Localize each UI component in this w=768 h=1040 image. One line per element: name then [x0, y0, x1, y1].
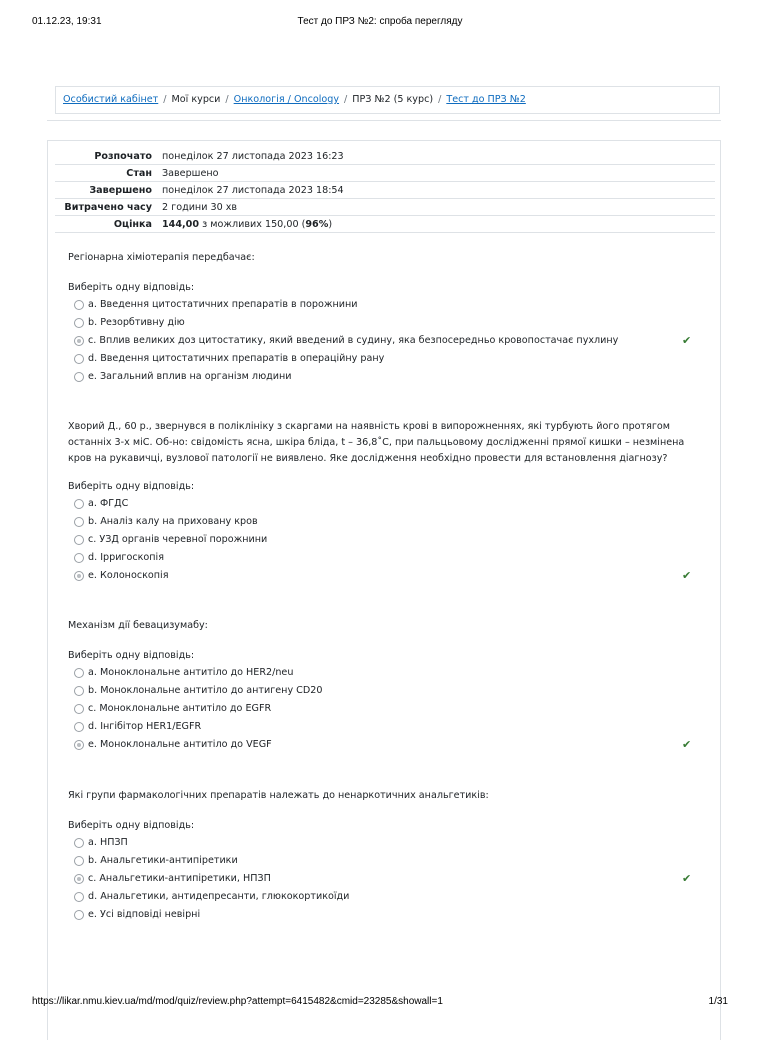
print-footer: [32, 996, 728, 1010]
answer-option-selected[interactable]: [68, 567, 708, 585]
summary-row: [55, 182, 715, 199]
check-icon: ✔: [682, 738, 692, 751]
breadcrumb-my-courses: Мої курси: [171, 94, 221, 105]
radio-icon[interactable]: [74, 372, 84, 382]
print-page-number: 1/31: [708, 996, 728, 1007]
option-label: c. Вплив великих доз цитостатику, який введений в судину, яка безпосередньо кровопостачає пухлину: [88, 335, 619, 346]
grade-percent: 96%: [305, 218, 329, 230]
grade-close: ): [328, 218, 333, 230]
answer-option[interactable]: [68, 852, 708, 870]
answer-option[interactable]: [68, 513, 708, 531]
summary-value: 2 години 30 хв: [157, 199, 715, 216]
answer-option[interactable]: [68, 718, 708, 736]
option-label: e. Моноклональне антитіло до VEGF: [88, 739, 272, 750]
summary-row-grade: [55, 216, 715, 233]
print-title: Тест до ПРЗ №2: спроба перегляду: [297, 16, 463, 27]
option-label: d. Інгібітор HER1/EGFR: [88, 721, 202, 732]
answer-option[interactable]: [68, 531, 708, 549]
question-text: Регіонарна хіміотерапія передбачає:: [68, 252, 255, 263]
answer-option[interactable]: [68, 906, 708, 924]
summary-row: [55, 165, 715, 182]
breadcrumb-separator: /: [438, 94, 442, 105]
print-header: [32, 16, 728, 30]
option-label: c. Моноклональне антитіло до EGFR: [88, 703, 272, 714]
answer-option-selected[interactable]: [68, 332, 708, 350]
radio-icon[interactable]: [74, 874, 84, 884]
radio-icon[interactable]: [74, 910, 84, 920]
option-label: d. Ірригоскопія: [88, 552, 164, 563]
question-text: Хворий Д., 60 р., звернувся в поліклініку з скаргами на наявність крові в випорожненнях, які турбують його протягом останніх 3-х міС. Об-но: свідомість ясна, шкіра бліда, t – 36,8˚С, при пальцьовому дослідженні прямої кишки – незмінена кров на рукавичці, вузлової патології не виявлено. Яке дослідження необхідно провести для встановлення діагнозу?: [68, 421, 685, 464]
question-4: [68, 788, 708, 924]
answer-prompt: Виберіть одну відповідь:: [68, 282, 195, 293]
question-2: [68, 419, 708, 585]
answer-option[interactable]: [68, 700, 708, 718]
answer-option-selected[interactable]: [68, 870, 708, 888]
answer-prompt: Виберіть одну відповідь:: [68, 650, 195, 661]
question-text: Механізм дії бевацизумабу:: [68, 620, 208, 631]
radio-icon[interactable]: [74, 354, 84, 364]
answer-prompt: Виберіть одну відповідь:: [68, 820, 195, 831]
option-label: c. Анальгетики-антипіретики, НПЗП: [88, 873, 271, 884]
option-label: a. Введення цитостатичних препаратів в порожнини: [88, 299, 358, 310]
radio-icon[interactable]: [74, 740, 84, 750]
summary-label: Розпочато: [94, 150, 152, 162]
radio-icon[interactable]: [74, 704, 84, 714]
answer-option[interactable]: [68, 549, 708, 567]
answer-option[interactable]: [68, 296, 708, 314]
check-icon: ✔: [682, 569, 692, 582]
radio-icon[interactable]: [74, 892, 84, 902]
summary-value: понеділок 27 листопада 2023 18:54: [157, 182, 715, 199]
answer-option[interactable]: [68, 368, 708, 386]
radio-icon[interactable]: [74, 499, 84, 509]
option-label: d. Анальгетики, антидепресанти, глюкокортикоїди: [88, 891, 350, 902]
answer-option[interactable]: [68, 314, 708, 332]
option-label: e. Усі відповіді невірні: [88, 909, 201, 920]
option-label: c. УЗД органів черевної порожнини: [88, 534, 268, 545]
summary-value: Завершено: [157, 165, 715, 182]
radio-icon[interactable]: [74, 571, 84, 581]
breadcrumb: [55, 86, 720, 114]
radio-icon[interactable]: [74, 668, 84, 678]
summary-row: [55, 199, 715, 216]
summary-row: [55, 148, 715, 165]
question-text: Які групи фармакологічних препаратів належать до ненаркотичних анальгетиків:: [68, 790, 489, 801]
breadcrumb-separator: /: [225, 94, 229, 105]
grade-text: з можливих 150,00 (: [202, 218, 306, 230]
summary-label: Завершено: [55, 182, 157, 199]
breadcrumb-quiz-link[interactable]: Тест до ПРЗ №2: [446, 94, 526, 105]
option-label: a. НПЗП: [88, 837, 128, 848]
summary-label: Витрачено часу: [55, 199, 157, 216]
radio-icon[interactable]: [74, 318, 84, 328]
option-label: a. Моноклональне антитіло до HER2/neu: [88, 667, 294, 678]
answer-option-selected[interactable]: [68, 736, 708, 754]
radio-icon[interactable]: [74, 856, 84, 866]
option-label: b. Моноклональне антитіло до антигену CD20: [88, 685, 323, 696]
radio-icon[interactable]: [74, 535, 84, 545]
option-label: e. Загальний вплив на організм людини: [88, 371, 292, 382]
breadcrumb-separator: /: [163, 94, 167, 105]
print-datetime: 01.12.23, 19:31: [32, 16, 102, 27]
summary-label: Стан: [55, 165, 157, 182]
summary-value: понеділок 27 листопада 2023 16:23: [162, 150, 344, 162]
radio-icon[interactable]: [74, 722, 84, 732]
option-label: b. Резорбтивну дію: [88, 317, 185, 328]
grade-score: 144,00: [162, 218, 200, 230]
attempt-summary-table: [55, 148, 715, 233]
option-label: b. Анальгетики-антипіретики: [88, 855, 238, 866]
option-label: b. Аналіз калу на приховану кров: [88, 516, 258, 527]
divider: [47, 120, 721, 121]
radio-icon[interactable]: [74, 553, 84, 563]
check-icon: ✔: [682, 872, 692, 885]
option-label: a. ФГДС: [88, 498, 129, 509]
breadcrumb-dashboard-link[interactable]: Особистий кабінет: [63, 94, 159, 105]
question-1: [68, 250, 708, 386]
radio-icon[interactable]: [74, 686, 84, 696]
option-label: e. Колоноскопія: [88, 570, 169, 581]
breadcrumb-section: ПРЗ №2 (5 курс): [352, 94, 434, 105]
radio-icon[interactable]: [74, 336, 84, 346]
answer-option[interactable]: [68, 682, 708, 700]
answer-option[interactable]: [68, 350, 708, 368]
check-icon: ✔: [682, 334, 692, 347]
option-label: d. Введення цитостатичних препаратів в операційну рану: [88, 353, 385, 364]
breadcrumb-course-link[interactable]: Онкологія / Oncology: [233, 94, 340, 105]
radio-icon[interactable]: [74, 838, 84, 848]
answer-option[interactable]: [68, 495, 708, 513]
radio-icon[interactable]: [74, 517, 84, 527]
summary-label: Оцінка: [55, 216, 157, 233]
answer-option[interactable]: [68, 834, 708, 852]
print-url: https://likar.nmu.kiev.ua/md/mod/quiz/review.php?attempt=6415482&cmid=23285&showall=1: [32, 996, 443, 1007]
answer-option[interactable]: [68, 664, 708, 682]
breadcrumb-separator: /: [344, 94, 348, 105]
grade-value: [157, 216, 715, 233]
answer-option[interactable]: [68, 888, 708, 906]
radio-icon[interactable]: [74, 300, 84, 310]
answer-prompt: Виберіть одну відповідь:: [68, 481, 195, 492]
question-3: [68, 618, 708, 754]
